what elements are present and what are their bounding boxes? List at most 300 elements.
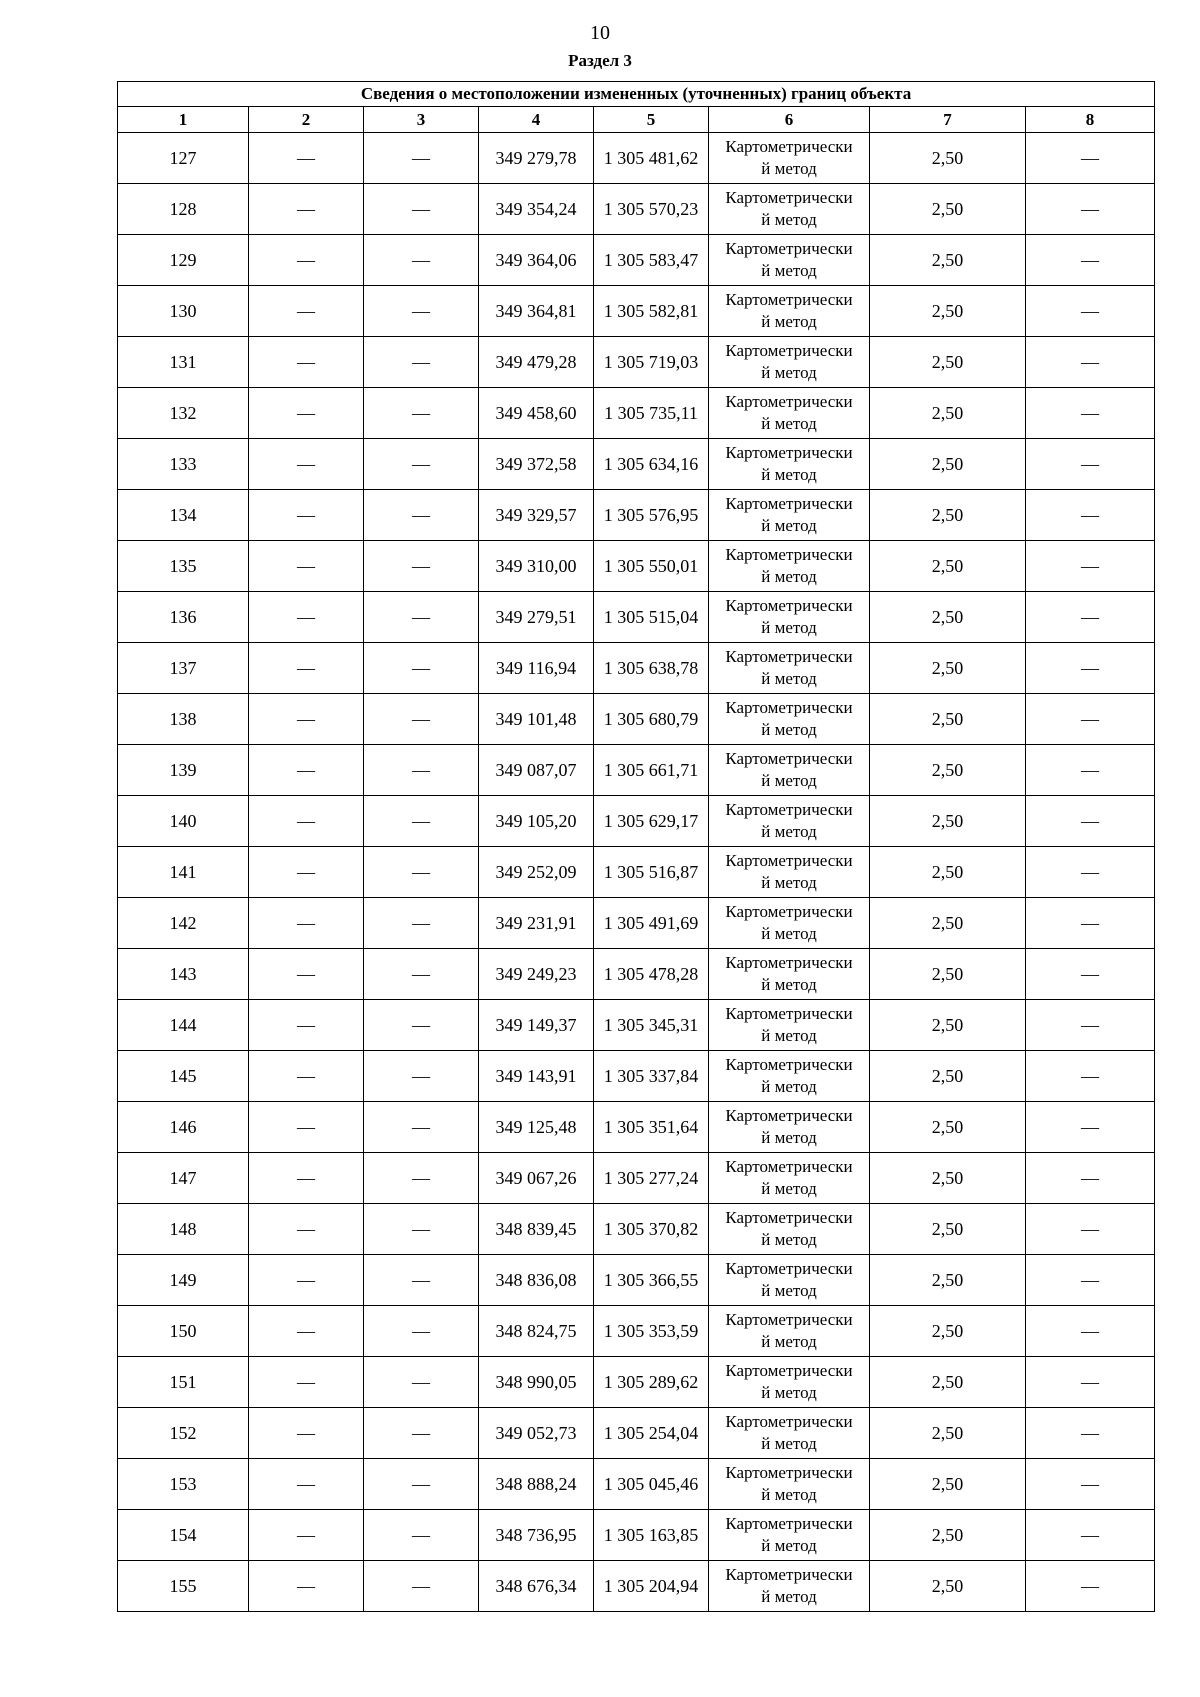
dash-cell: —: [249, 1204, 364, 1255]
dash-cell: —: [364, 1408, 479, 1459]
method-cell: [709, 1561, 870, 1612]
dash-cell: —: [249, 1408, 364, 1459]
point-number-cell: 154: [118, 1510, 249, 1561]
point-number-cell: 149: [118, 1255, 249, 1306]
y-coordinate-cell: 1 305 481,62: [594, 133, 709, 184]
dash-cell: —: [364, 184, 479, 235]
table-row: [118, 643, 1155, 694]
x-coordinate-cell: 349 458,60: [479, 388, 594, 439]
table-row: [118, 1459, 1155, 1510]
method-line-1: Картометрически: [725, 596, 853, 615]
y-coordinate-cell: 1 305 163,85: [594, 1510, 709, 1561]
dash-cell: —: [249, 1561, 364, 1612]
dash-cell: —: [364, 490, 479, 541]
y-coordinate-cell: 1 305 515,04: [594, 592, 709, 643]
dash-cell: —: [249, 694, 364, 745]
x-coordinate-cell: 348 676,34: [479, 1561, 594, 1612]
point-number-cell: 140: [118, 796, 249, 847]
dash-cell: —: [1026, 592, 1155, 643]
dash-cell: —: [249, 286, 364, 337]
x-coordinate-cell: 348 990,05: [479, 1357, 594, 1408]
table-row: [118, 1204, 1155, 1255]
dash-cell: —: [364, 847, 479, 898]
point-number-cell: 135: [118, 541, 249, 592]
method-line-2: й метод: [761, 924, 817, 943]
dash-cell: —: [249, 796, 364, 847]
x-coordinate-cell: 349 101,48: [479, 694, 594, 745]
method-line-1: Картометрически: [725, 1412, 853, 1431]
accuracy-cell: 2,50: [870, 949, 1026, 1000]
dash-cell: —: [249, 1459, 364, 1510]
dash-cell: —: [1026, 439, 1155, 490]
method-line-1: Картометрически: [725, 1208, 853, 1227]
method-cell: [709, 1102, 870, 1153]
method-line-2: й метод: [761, 210, 817, 229]
column-number: 4: [479, 107, 594, 133]
method-cell: [709, 1051, 870, 1102]
point-number-cell: 127: [118, 133, 249, 184]
table-row: [118, 745, 1155, 796]
point-number-cell: 144: [118, 1000, 249, 1051]
accuracy-cell: 2,50: [870, 745, 1026, 796]
dash-cell: —: [249, 1051, 364, 1102]
dash-cell: —: [249, 490, 364, 541]
method-line-2: й метод: [761, 1383, 817, 1402]
accuracy-cell: 2,50: [870, 847, 1026, 898]
point-number-cell: 150: [118, 1306, 249, 1357]
accuracy-cell: 2,50: [870, 490, 1026, 541]
method-cell: [709, 1153, 870, 1204]
accuracy-cell: 2,50: [870, 235, 1026, 286]
method-line-1: Картометрически: [725, 1157, 853, 1176]
x-coordinate-cell: 348 824,75: [479, 1306, 594, 1357]
x-coordinate-cell: 349 052,73: [479, 1408, 594, 1459]
method-cell: [709, 439, 870, 490]
method-line-1: Картометрически: [725, 953, 853, 972]
y-coordinate-cell: 1 305 570,23: [594, 184, 709, 235]
point-number-cell: 129: [118, 235, 249, 286]
dash-cell: —: [1026, 694, 1155, 745]
method-line-1: Картометрически: [725, 749, 853, 768]
method-cell: [709, 388, 870, 439]
method-line-1: Картометрически: [725, 1463, 853, 1482]
table-row: [118, 1408, 1155, 1459]
x-coordinate-cell: 349 249,23: [479, 949, 594, 1000]
y-coordinate-cell: 1 305 254,04: [594, 1408, 709, 1459]
x-coordinate-cell: 349 149,37: [479, 1000, 594, 1051]
method-line-1: Картометрически: [725, 1055, 853, 1074]
dash-cell: —: [1026, 337, 1155, 388]
point-number-cell: 147: [118, 1153, 249, 1204]
dash-cell: —: [249, 949, 364, 1000]
y-coordinate-cell: 1 305 680,79: [594, 694, 709, 745]
accuracy-cell: 2,50: [870, 388, 1026, 439]
point-number-cell: 151: [118, 1357, 249, 1408]
table-row: [118, 184, 1155, 235]
table-caption: Сведения о местоположении измененных (уточненных) границ объекта: [118, 82, 1155, 107]
point-number-cell: 132: [118, 388, 249, 439]
dash-cell: —: [364, 541, 479, 592]
point-number-cell: 136: [118, 592, 249, 643]
x-coordinate-cell: 349 143,91: [479, 1051, 594, 1102]
dash-cell: —: [1026, 235, 1155, 286]
method-line-1: Картометрически: [725, 1004, 853, 1023]
y-coordinate-cell: 1 305 045,46: [594, 1459, 709, 1510]
x-coordinate-cell: 348 839,45: [479, 1204, 594, 1255]
method-line-2: й метод: [761, 1230, 817, 1249]
point-number-cell: 138: [118, 694, 249, 745]
accuracy-cell: 2,50: [870, 337, 1026, 388]
accuracy-cell: 2,50: [870, 286, 1026, 337]
method-line-2: й метод: [761, 1128, 817, 1147]
point-number-cell: 145: [118, 1051, 249, 1102]
y-coordinate-cell: 1 305 491,69: [594, 898, 709, 949]
accuracy-cell: 2,50: [870, 133, 1026, 184]
dash-cell: —: [364, 1459, 479, 1510]
point-number-cell: 141: [118, 847, 249, 898]
method-line-2: й метод: [761, 1587, 817, 1606]
accuracy-cell: 2,50: [870, 1357, 1026, 1408]
method-line-1: Картометрически: [725, 800, 853, 819]
point-number-cell: 131: [118, 337, 249, 388]
x-coordinate-cell: 348 888,24: [479, 1459, 594, 1510]
method-cell: [709, 1306, 870, 1357]
dash-cell: —: [364, 337, 479, 388]
dash-cell: —: [249, 1153, 364, 1204]
dash-cell: —: [364, 643, 479, 694]
dash-cell: —: [249, 541, 364, 592]
dash-cell: —: [1026, 541, 1155, 592]
dash-cell: —: [364, 1510, 479, 1561]
method-cell: [709, 184, 870, 235]
method-cell: [709, 898, 870, 949]
dash-cell: —: [1026, 1306, 1155, 1357]
dash-cell: —: [364, 133, 479, 184]
dash-cell: —: [249, 133, 364, 184]
column-number-row: [118, 107, 1155, 133]
dash-cell: —: [1026, 1561, 1155, 1612]
y-coordinate-cell: 1 305 550,01: [594, 541, 709, 592]
method-line-2: й метод: [761, 1332, 817, 1351]
dash-cell: —: [1026, 490, 1155, 541]
y-coordinate-cell: 1 305 582,81: [594, 286, 709, 337]
table-body: [118, 133, 1155, 1612]
table-row: [118, 1051, 1155, 1102]
method-line-2: й метод: [761, 822, 817, 841]
dash-cell: —: [1026, 133, 1155, 184]
point-number-cell: 148: [118, 1204, 249, 1255]
dash-cell: —: [1026, 898, 1155, 949]
column-number: 6: [709, 107, 870, 133]
point-number-cell: 143: [118, 949, 249, 1000]
accuracy-cell: 2,50: [870, 1459, 1026, 1510]
table-row: [118, 1255, 1155, 1306]
table-row: [118, 1510, 1155, 1561]
accuracy-cell: 2,50: [870, 592, 1026, 643]
method-line-1: Картометрически: [725, 137, 853, 156]
dash-cell: —: [1026, 1204, 1155, 1255]
y-coordinate-cell: 1 305 638,78: [594, 643, 709, 694]
x-coordinate-cell: 349 067,26: [479, 1153, 594, 1204]
method-line-2: й метод: [761, 1434, 817, 1453]
dash-cell: —: [249, 1102, 364, 1153]
method-cell: [709, 1459, 870, 1510]
dash-cell: —: [249, 592, 364, 643]
table-row: [118, 898, 1155, 949]
dash-cell: —: [1026, 388, 1155, 439]
x-coordinate-cell: 349 364,81: [479, 286, 594, 337]
method-cell: [709, 1255, 870, 1306]
table-row: [118, 949, 1155, 1000]
y-coordinate-cell: 1 305 719,03: [594, 337, 709, 388]
dash-cell: —: [1026, 949, 1155, 1000]
dash-cell: —: [364, 1102, 479, 1153]
method-line-2: й метод: [761, 975, 817, 994]
point-number-cell: 128: [118, 184, 249, 235]
dash-cell: —: [364, 286, 479, 337]
accuracy-cell: 2,50: [870, 643, 1026, 694]
method-line-2: й метод: [761, 516, 817, 535]
method-line-2: й метод: [761, 567, 817, 586]
method-cell: [709, 949, 870, 1000]
accuracy-cell: 2,50: [870, 1102, 1026, 1153]
x-coordinate-cell: 349 125,48: [479, 1102, 594, 1153]
method-line-2: й метод: [761, 1281, 817, 1300]
dash-cell: —: [364, 1306, 479, 1357]
method-line-2: й метод: [761, 771, 817, 790]
dash-cell: —: [364, 1204, 479, 1255]
method-cell: [709, 286, 870, 337]
method-line-1: Картометрически: [725, 698, 853, 717]
dash-cell: —: [364, 745, 479, 796]
x-coordinate-cell: 349 479,28: [479, 337, 594, 388]
x-coordinate-cell: 349 372,58: [479, 439, 594, 490]
x-coordinate-cell: 349 116,94: [479, 643, 594, 694]
dash-cell: —: [249, 898, 364, 949]
table-row: [118, 1000, 1155, 1051]
method-line-1: Картометрически: [725, 341, 853, 360]
y-coordinate-cell: 1 305 289,62: [594, 1357, 709, 1408]
x-coordinate-cell: 349 364,06: [479, 235, 594, 286]
method-line-1: Картометрически: [725, 1514, 853, 1533]
y-coordinate-cell: 1 305 337,84: [594, 1051, 709, 1102]
x-coordinate-cell: 349 354,24: [479, 184, 594, 235]
method-line-1: Картометрически: [725, 1565, 853, 1584]
boundary-coordinates-table: [117, 81, 1155, 1612]
point-number-cell: 146: [118, 1102, 249, 1153]
method-cell: [709, 592, 870, 643]
dash-cell: —: [364, 235, 479, 286]
accuracy-cell: 2,50: [870, 439, 1026, 490]
dash-cell: —: [364, 1255, 479, 1306]
method-cell: [709, 337, 870, 388]
dash-cell: —: [249, 337, 364, 388]
method-cell: [709, 1408, 870, 1459]
method-line-2: й метод: [761, 873, 817, 892]
table-row: [118, 490, 1155, 541]
accuracy-cell: 2,50: [870, 796, 1026, 847]
column-number: 8: [1026, 107, 1155, 133]
dash-cell: —: [1026, 1459, 1155, 1510]
table-row: [118, 1153, 1155, 1204]
method-cell: [709, 1357, 870, 1408]
accuracy-cell: 2,50: [870, 898, 1026, 949]
method-line-1: Картометрически: [725, 1361, 853, 1380]
method-line-1: Картометрически: [725, 392, 853, 411]
point-number-cell: 152: [118, 1408, 249, 1459]
method-cell: [709, 643, 870, 694]
point-number-cell: 139: [118, 745, 249, 796]
table-row: [118, 592, 1155, 643]
accuracy-cell: 2,50: [870, 1051, 1026, 1102]
method-line-2: й метод: [761, 1026, 817, 1045]
accuracy-cell: 2,50: [870, 1408, 1026, 1459]
method-line-1: Картометрически: [725, 494, 853, 513]
dash-cell: —: [249, 388, 364, 439]
method-line-2: й метод: [761, 1485, 817, 1504]
y-coordinate-cell: 1 305 735,11: [594, 388, 709, 439]
dash-cell: —: [249, 235, 364, 286]
method-line-2: й метод: [761, 159, 817, 178]
method-line-2: й метод: [761, 1536, 817, 1555]
dash-cell: —: [364, 1357, 479, 1408]
table-row: [118, 337, 1155, 388]
point-number-cell: 153: [118, 1459, 249, 1510]
dash-cell: —: [249, 643, 364, 694]
x-coordinate-cell: 349 231,91: [479, 898, 594, 949]
accuracy-cell: 2,50: [870, 694, 1026, 745]
dash-cell: —: [1026, 1510, 1155, 1561]
method-line-1: Картометрически: [725, 290, 853, 309]
method-line-2: й метод: [761, 669, 817, 688]
accuracy-cell: 2,50: [870, 1204, 1026, 1255]
table-row: [118, 847, 1155, 898]
method-line-1: Картометрически: [725, 1310, 853, 1329]
dash-cell: —: [1026, 1357, 1155, 1408]
point-number-cell: 155: [118, 1561, 249, 1612]
x-coordinate-cell: 349 279,78: [479, 133, 594, 184]
dash-cell: —: [1026, 184, 1155, 235]
column-number: 3: [364, 107, 479, 133]
column-number: 5: [594, 107, 709, 133]
method-cell: [709, 745, 870, 796]
y-coordinate-cell: 1 305 277,24: [594, 1153, 709, 1204]
y-coordinate-cell: 1 305 366,55: [594, 1255, 709, 1306]
method-line-2: й метод: [761, 465, 817, 484]
point-number-cell: 133: [118, 439, 249, 490]
column-number: 2: [249, 107, 364, 133]
dash-cell: —: [249, 1000, 364, 1051]
table-row: [118, 796, 1155, 847]
accuracy-cell: 2,50: [870, 184, 1026, 235]
point-number-cell: 130: [118, 286, 249, 337]
method-line-1: Картометрически: [725, 851, 853, 870]
dash-cell: —: [1026, 1255, 1155, 1306]
x-coordinate-cell: 348 736,95: [479, 1510, 594, 1561]
dash-cell: —: [1026, 745, 1155, 796]
method-line-2: й метод: [761, 1077, 817, 1096]
table-caption-row: [118, 82, 1155, 107]
y-coordinate-cell: 1 305 634,16: [594, 439, 709, 490]
dash-cell: —: [249, 847, 364, 898]
method-cell: [709, 490, 870, 541]
accuracy-cell: 2,50: [870, 1561, 1026, 1612]
y-coordinate-cell: 1 305 353,59: [594, 1306, 709, 1357]
method-line-1: Картометрически: [725, 902, 853, 921]
table-row: [118, 439, 1155, 490]
dash-cell: —: [1026, 796, 1155, 847]
y-coordinate-cell: 1 305 661,71: [594, 745, 709, 796]
method-line-1: Картометрически: [725, 1106, 853, 1125]
dash-cell: —: [364, 439, 479, 490]
dash-cell: —: [1026, 286, 1155, 337]
dash-cell: —: [249, 1510, 364, 1561]
point-number-cell: 134: [118, 490, 249, 541]
method-line-1: Картометрически: [725, 239, 853, 258]
dash-cell: —: [249, 439, 364, 490]
y-coordinate-cell: 1 305 351,64: [594, 1102, 709, 1153]
dash-cell: —: [364, 1561, 479, 1612]
y-coordinate-cell: 1 305 345,31: [594, 1000, 709, 1051]
y-coordinate-cell: 1 305 576,95: [594, 490, 709, 541]
method-line-1: Картометрически: [725, 647, 853, 666]
method-line-2: й метод: [761, 720, 817, 739]
table-row: [118, 1561, 1155, 1612]
column-number: 1: [118, 107, 249, 133]
dash-cell: —: [1026, 1102, 1155, 1153]
method-line-1: Картометрически: [725, 188, 853, 207]
method-cell: [709, 796, 870, 847]
dash-cell: —: [364, 592, 479, 643]
table-row: [118, 235, 1155, 286]
section-title: Раздел 3: [568, 51, 632, 70]
method-line-1: Картометрически: [725, 1259, 853, 1278]
table-row: [118, 694, 1155, 745]
page-number: 10: [590, 22, 610, 44]
dash-cell: —: [1026, 1153, 1155, 1204]
dash-cell: —: [364, 694, 479, 745]
point-number-cell: 142: [118, 898, 249, 949]
y-coordinate-cell: 1 305 478,28: [594, 949, 709, 1000]
table-row: [118, 1102, 1155, 1153]
y-coordinate-cell: 1 305 629,17: [594, 796, 709, 847]
y-coordinate-cell: 1 305 516,87: [594, 847, 709, 898]
y-coordinate-cell: 1 305 370,82: [594, 1204, 709, 1255]
dash-cell: —: [249, 184, 364, 235]
accuracy-cell: 2,50: [870, 1255, 1026, 1306]
dash-cell: —: [1026, 1000, 1155, 1051]
method-cell: [709, 1510, 870, 1561]
accuracy-cell: 2,50: [870, 541, 1026, 592]
x-coordinate-cell: 348 836,08: [479, 1255, 594, 1306]
x-coordinate-cell: 349 279,51: [479, 592, 594, 643]
dash-cell: —: [1026, 643, 1155, 694]
accuracy-cell: 2,50: [870, 1510, 1026, 1561]
method-line-2: й метод: [761, 363, 817, 382]
accuracy-cell: 2,50: [870, 1306, 1026, 1357]
x-coordinate-cell: 349 252,09: [479, 847, 594, 898]
table-row: [118, 1306, 1155, 1357]
x-coordinate-cell: 349 105,20: [479, 796, 594, 847]
dash-cell: —: [249, 745, 364, 796]
method-cell: [709, 133, 870, 184]
table-row: [118, 286, 1155, 337]
method-cell: [709, 694, 870, 745]
accuracy-cell: 2,50: [870, 1000, 1026, 1051]
method-line-2: й метод: [761, 414, 817, 433]
dash-cell: —: [1026, 1408, 1155, 1459]
table-row: [118, 133, 1155, 184]
